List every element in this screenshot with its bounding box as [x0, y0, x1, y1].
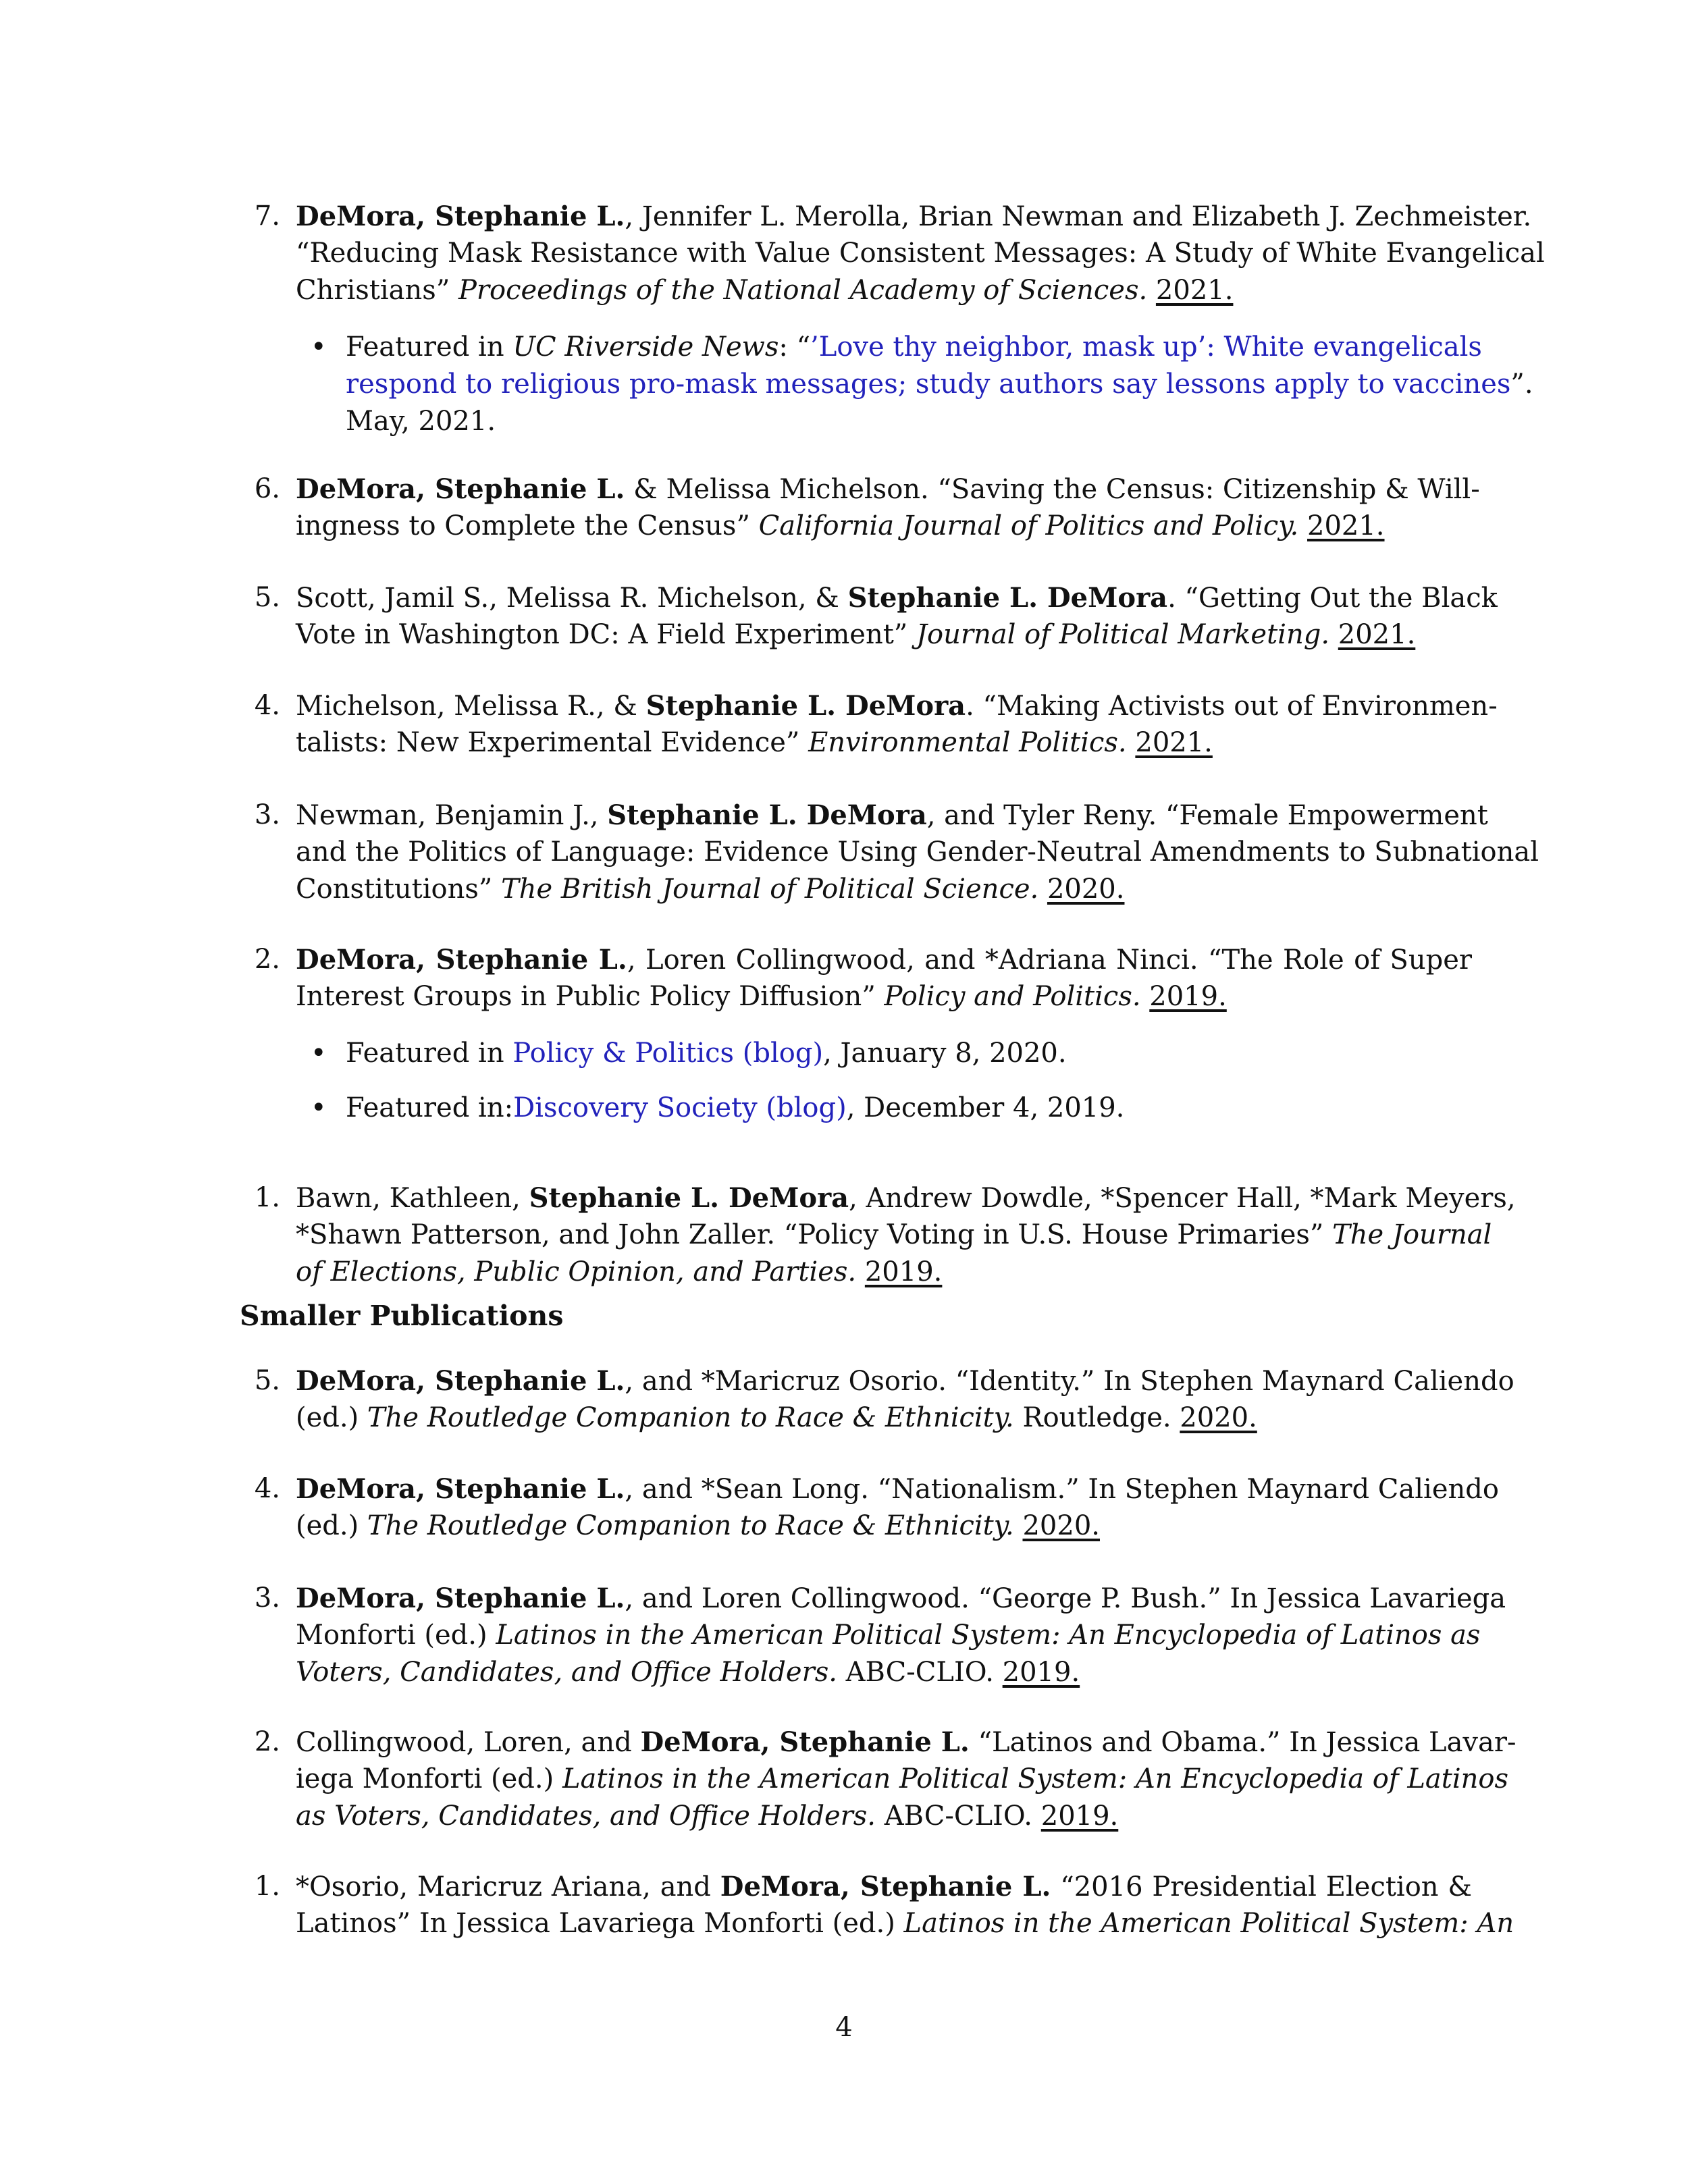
bullet-dot-icon: • — [311, 1092, 327, 1123]
publication-year: 2021. — [1135, 727, 1213, 758]
text-segment: , January 8, 2020. — [823, 1038, 1067, 1069]
publication-entry — [240, 797, 1539, 908]
author-name-bold: DeMora, Stephanie L. — [296, 944, 627, 976]
publication-entry — [240, 1580, 1506, 1691]
entry-number: 5. — [254, 582, 280, 613]
author-name-bold: DeMora, Stephanie L. — [296, 473, 625, 505]
text-segment: , and *Maricruz Osorio. “Identity.” In Stephen Maynard Caliendo — [625, 1366, 1514, 1397]
text-segment: Monforti (ed.) — [296, 1620, 496, 1651]
publication-entry — [240, 471, 1480, 545]
featured-link[interactable]: Discovery Society (blog) — [513, 1092, 847, 1123]
publication-venue: Policy and Politics. — [884, 981, 1141, 1012]
text-line — [296, 1217, 1492, 1254]
text-segment: Scott, Jamil S., Melissa R. Michelson, & — [296, 583, 848, 614]
author-name-bold: DeMora, Stephanie L. — [296, 201, 625, 232]
entry-number: 4. — [254, 1473, 280, 1504]
entry-number: 3. — [254, 799, 280, 830]
publication-year: 2019. — [1040, 1801, 1119, 1832]
text-segment: Collingwood, Loren, and — [296, 1727, 641, 1758]
publication-venue: California Journal of Politics and Policy. — [758, 510, 1299, 541]
text-line — [296, 235, 1545, 272]
publication-entry — [240, 1179, 1516, 1291]
text-segment: “Latinos and Obama.” In Jessica Lavar- — [969, 1727, 1516, 1758]
publication-venue: Proceedings of the National Academy of Sciences. — [458, 275, 1148, 306]
text-segment: Newman, Benjamin J., — [296, 800, 608, 831]
featured-bullet — [311, 1035, 1472, 1072]
entry-number: 4. — [254, 690, 280, 721]
text-line — [296, 1868, 1472, 1906]
entry-number: 7. — [254, 201, 280, 232]
publication-venue: The Routledge Companion to Race & Ethnicity. — [367, 1402, 1014, 1433]
publication-year: 2020. — [1047, 874, 1125, 905]
text-segment: , Loren Collingwood, and *Adriana Ninci. “The Role of Super — [627, 944, 1472, 976]
publication-entry — [240, 1470, 1499, 1545]
text-segment: ABC-CLIO. — [837, 1657, 1003, 1688]
featured-link[interactable]: ’Love thy neighbor, mask up’: White evangelicals — [810, 331, 1482, 363]
text-line — [296, 978, 1472, 1015]
publication-year: 2020. — [1180, 1402, 1257, 1433]
publication-entry — [240, 941, 1472, 1015]
publication-venue: Voters, Candidates, and Office Holders. — [296, 1657, 837, 1688]
entry-citation — [296, 1362, 1514, 1437]
text-segment: . “Making Activists out of Environmen- — [966, 691, 1498, 722]
text-segment — [1329, 619, 1338, 650]
text-line — [296, 1761, 1509, 1798]
text-segment — [1014, 1510, 1023, 1541]
text-segment — [1038, 874, 1047, 905]
text-segment: May, 2021. — [346, 406, 496, 437]
entry-number: 1. — [254, 1182, 280, 1213]
publication-venue: Journal of Political Marketing. — [916, 619, 1330, 650]
author-name-bold: Stephanie L. DeMora — [529, 1182, 849, 1214]
text-line — [296, 1254, 1472, 1291]
text-segment: iega Monforti (ed.) — [296, 1763, 562, 1794]
section-heading-smaller-publications: Smaller Publications — [240, 1300, 564, 1332]
text-line — [296, 1617, 1481, 1654]
text-line — [296, 1362, 1514, 1400]
publication-venue: UC Riverside News — [512, 331, 779, 363]
text-segment: Vote in Washington DC: A Field Experiment” — [296, 619, 916, 650]
text-segment: Interest Groups in Public Policy Diffusion” — [296, 981, 885, 1012]
text-segment: , December 4, 2019. — [846, 1092, 1125, 1123]
publication-entry — [240, 1724, 1516, 1835]
text-line — [346, 403, 1472, 440]
featured-text — [346, 1035, 1472, 1072]
text-line — [296, 1654, 1472, 1691]
publication-year: 2021. — [1307, 510, 1385, 541]
text-segment — [1127, 727, 1136, 758]
entry-citation — [296, 797, 1539, 908]
text-segment: Bawn, Kathleen, — [296, 1183, 529, 1214]
text-segment: “2016 Presidential Election & — [1051, 1871, 1473, 1902]
text-segment: , Jennifer L. Merolla, Brian Newman and Elizabeth J. Zechmeister. — [625, 201, 1532, 232]
publication-year: 2021. — [1155, 275, 1234, 306]
entry-citation — [296, 579, 1498, 654]
entry-number: 1. — [254, 1871, 280, 1902]
text-segment: talists: New Experimental Evidence” — [296, 727, 809, 758]
text-segment — [1141, 981, 1150, 1012]
text-line — [296, 871, 1472, 908]
text-segment: Featured in — [346, 1038, 513, 1069]
entry-citation — [296, 1470, 1499, 1545]
featured-link[interactable]: respond to religious pro-mask messages; study authors say lessons apply to vaccines — [346, 369, 1511, 400]
bullet-dot-icon: • — [311, 331, 327, 363]
text-line — [296, 198, 1532, 236]
text-line — [346, 366, 1533, 403]
author-name-bold: Stephanie L. DeMora — [645, 690, 966, 722]
text-segment — [1298, 510, 1307, 541]
text-segment: Featured in: — [346, 1092, 514, 1123]
publication-venue: of Elections, Public Opinion, and Parties. — [296, 1256, 857, 1287]
publication-entry — [240, 687, 1498, 762]
text-line — [296, 1905, 1514, 1942]
publication-venue: Latinos in the American Political System: An Encyclopedia of Latinos as — [496, 1620, 1481, 1651]
text-line — [296, 471, 1480, 508]
text-segment: , and Loren Collingwood. “George P. Bush.” In Jessica Lavariega — [625, 1583, 1506, 1614]
text-line — [296, 1798, 1472, 1835]
text-segment: Christians” — [296, 275, 458, 306]
text-segment: (ed.) — [296, 1510, 367, 1541]
author-name-bold: Stephanie L. DeMora — [847, 582, 1168, 614]
text-segment: and the Politics of Language: Evidence Using Gender-Neutral Amendments to Subnational — [296, 836, 1539, 868]
text-segment: & Melissa Michelson. “Saving the Census: Citizenship & Will- — [625, 474, 1480, 505]
author-name-bold: DeMora, Stephanie L. — [640, 1726, 970, 1758]
publication-venue: The British Journal of Political Science. — [501, 874, 1039, 905]
featured-bullet — [311, 329, 1533, 440]
text-line — [296, 1400, 1472, 1437]
publication-entry — [240, 1868, 1514, 1942]
text-line — [296, 797, 1488, 834]
publication-year: 2021. — [1338, 619, 1416, 650]
text-segment: (ed.) — [296, 1402, 367, 1433]
text-segment: Latinos” In Jessica Lavariega Monforti (ed.) — [296, 1908, 904, 1939]
publication-venue: Latinos in the American Political System: An Encyclopedia of Latinos — [562, 1763, 1509, 1794]
author-name-bold: DeMora, Stephanie L. — [720, 1871, 1051, 1902]
text-segment: , Andrew Dowdle, *Spencer Hall, *Mark Meyers, — [849, 1183, 1516, 1214]
author-name-bold: DeMora, Stephanie L. — [296, 1473, 625, 1505]
entry-citation — [296, 687, 1498, 762]
featured-link[interactable]: Policy & Politics (blog) — [512, 1038, 824, 1069]
publication-venue: Latinos in the American Political System: An — [903, 1908, 1514, 1939]
publication-year: 2019. — [1002, 1657, 1080, 1688]
featured-bullet — [311, 1090, 1472, 1127]
text-segment: Routledge. — [1013, 1402, 1180, 1433]
entry-citation — [296, 198, 1545, 309]
entry-citation — [296, 1724, 1516, 1835]
text-segment — [856, 1256, 865, 1287]
publication-entry — [240, 1362, 1514, 1437]
entry-number: 6. — [254, 473, 280, 504]
text-segment: : “ — [779, 331, 811, 363]
publication-year: 2019. — [864, 1256, 943, 1287]
entry-number: 5. — [254, 1365, 280, 1396]
page-number: 4 — [835, 2012, 853, 2043]
text-segment: , and *Sean Long. “Nationalism.” In Stephen Maynard Caliendo — [625, 1474, 1499, 1505]
text-segment: ingness to Complete the Census” — [296, 510, 759, 541]
featured-text — [346, 1090, 1472, 1127]
entry-citation — [296, 1580, 1506, 1691]
text-line — [296, 724, 1472, 762]
publication-year: 2019. — [1149, 981, 1227, 1012]
text-line — [296, 616, 1472, 654]
publication-venue: Environmental Politics. — [808, 727, 1127, 758]
text-segment: ”. — [1510, 369, 1533, 400]
text-line — [346, 1090, 1472, 1127]
text-segment: . “Getting Out the Black — [1167, 583, 1498, 614]
publication-entry — [240, 198, 1545, 309]
text-line — [346, 329, 1482, 366]
text-line — [296, 941, 1472, 979]
text-line — [296, 1580, 1506, 1618]
text-segment: *Osorio, Maricruz Ariana, and — [296, 1871, 720, 1902]
text-segment: ABC-CLIO. — [876, 1801, 1041, 1832]
entry-number: 2. — [254, 1726, 280, 1757]
text-segment: Featured in — [346, 331, 513, 363]
entry-citation — [296, 1868, 1514, 1942]
text-line — [296, 272, 1472, 309]
text-line — [296, 508, 1472, 545]
text-line — [296, 1179, 1516, 1217]
publication-venue: as Voters, Candidates, and Office Holders. — [296, 1801, 876, 1832]
author-name-bold: Stephanie L. DeMora — [607, 799, 927, 831]
text-line — [296, 1470, 1499, 1508]
text-segment: *Shawn Patterson, and John Zaller. “Policy Voting in U.S. House Primaries” — [296, 1219, 1333, 1250]
text-segment — [1147, 275, 1156, 306]
text-line — [296, 834, 1539, 871]
entry-number: 3. — [254, 1582, 280, 1614]
publication-year: 2020. — [1022, 1510, 1100, 1541]
featured-text — [346, 329, 1533, 440]
text-line — [296, 579, 1498, 617]
text-segment: , and Tyler Reny. “Female Empowerment — [926, 800, 1488, 831]
bullet-dot-icon: • — [311, 1038, 327, 1069]
text-line — [296, 1724, 1516, 1761]
text-line — [296, 687, 1498, 725]
publication-entry — [240, 579, 1498, 654]
entry-citation — [296, 471, 1480, 545]
text-segment: “Reducing Mask Resistance with Value Consistent Messages: A Study of White Evangelical — [296, 238, 1545, 269]
publication-venue: The Journal — [1332, 1219, 1492, 1250]
author-name-bold: DeMora, Stephanie L. — [296, 1365, 625, 1397]
entry-citation — [296, 1179, 1516, 1291]
entry-number: 2. — [254, 944, 280, 975]
text-line — [296, 1508, 1472, 1545]
author-name-bold: DeMora, Stephanie L. — [296, 1582, 625, 1614]
entry-citation — [296, 941, 1472, 1015]
text-segment: Michelson, Melissa R., & — [296, 691, 646, 722]
text-segment: Constitutions” — [296, 874, 502, 905]
text-line — [346, 1035, 1472, 1072]
publication-venue: The Routledge Companion to Race & Ethnicity. — [367, 1510, 1014, 1541]
